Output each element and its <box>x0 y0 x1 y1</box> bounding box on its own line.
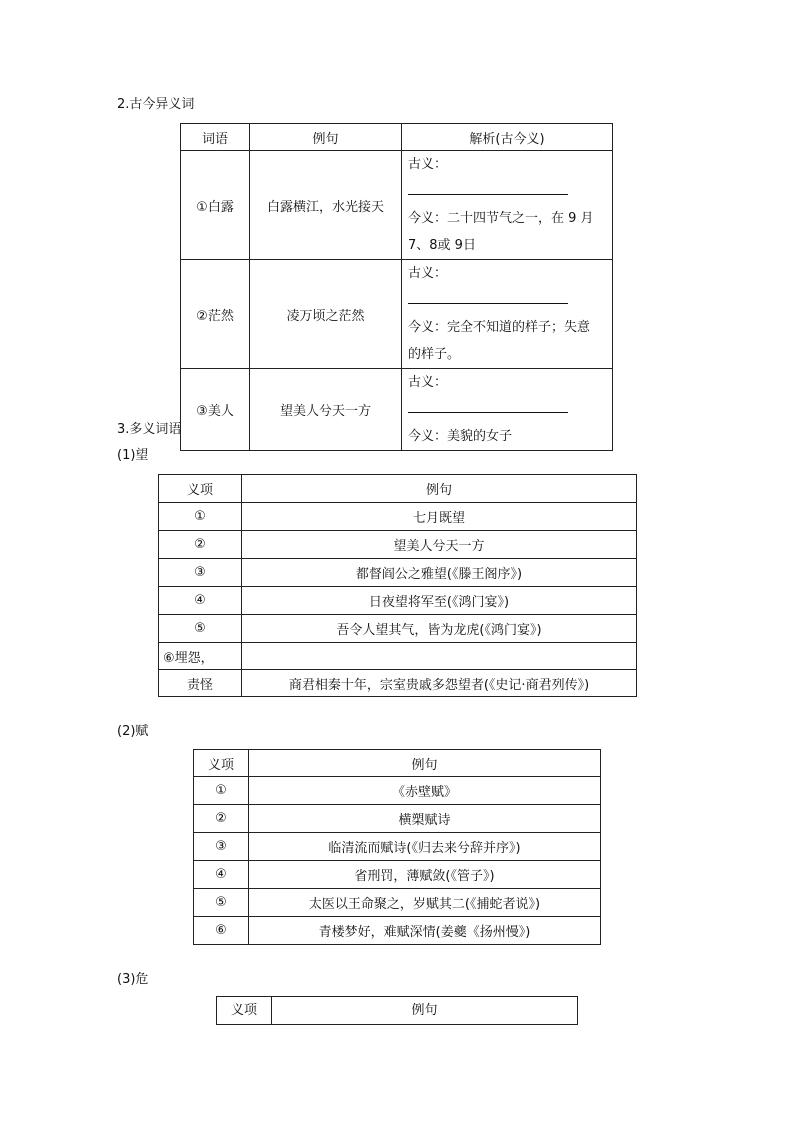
example-cell: 横槊赋诗 <box>249 805 601 833</box>
table-row <box>159 503 637 531</box>
word-cell: ①白露 <box>181 151 250 260</box>
analysis-cell <box>402 151 613 260</box>
example-cell: 临清流而赋诗(《归去来兮辞并序》) <box>249 833 601 861</box>
table-row <box>181 151 613 260</box>
example-cell: 《赤壁赋》 <box>249 777 601 805</box>
table-row <box>159 587 637 615</box>
sub3-title: (3)危 <box>117 972 149 987</box>
table-row <box>194 777 601 805</box>
table-row <box>194 861 601 889</box>
table-row <box>194 889 601 917</box>
header-word: 词语 <box>181 124 250 151</box>
jin-line: 今义：二十四节气之一，在 9 月 <box>408 211 594 226</box>
table-gujin <box>180 123 613 451</box>
section3-title: 3.多义词语 <box>117 422 182 437</box>
jin-line: 7、8或 9日 <box>408 238 476 253</box>
header-item: 义项 <box>194 750 249 777</box>
table-row <box>181 260 613 369</box>
header-analysis: 解析(古今义) <box>402 124 613 151</box>
table-row <box>159 670 637 697</box>
header-example: 例句 <box>249 750 601 777</box>
item-cell: ⑤ <box>194 889 249 917</box>
example-cell: 白露横江，水光接天 <box>250 151 402 260</box>
table-row <box>159 531 637 559</box>
word-cell: ②茫然 <box>181 260 250 369</box>
item-cell: ③ <box>159 559 242 587</box>
example-cell: 望美人兮天一方 <box>242 531 637 559</box>
table-row <box>159 615 637 643</box>
gu-label: 古义： <box>408 375 448 390</box>
jin-line: 的样子。 <box>408 347 461 362</box>
example-cell: 望美人兮天一方 <box>250 369 402 451</box>
table-header-row <box>217 997 578 1025</box>
analysis-cell <box>402 369 613 451</box>
item-cell: ④ <box>194 861 249 889</box>
table-row <box>194 917 601 945</box>
example-cell: 省刑罚，薄赋敛(《管子》) <box>249 861 601 889</box>
item-cell: ① <box>194 777 249 805</box>
header-example: 例句 <box>250 124 402 151</box>
jin-line: 今义：美貌的女子 <box>408 429 513 444</box>
example-cell: 凌万顷之茫然 <box>250 260 402 369</box>
item-cell: ⑥ <box>194 917 249 945</box>
table-fu <box>193 749 601 945</box>
table-wang <box>158 474 637 697</box>
answer-blank[interactable] <box>408 194 568 195</box>
example-cell: 青楼梦好，难赋深情(姜夔《扬州慢》) <box>249 917 601 945</box>
table-row <box>181 369 613 451</box>
table-row <box>159 643 637 670</box>
example-cell: 商君相秦十年，宗室贵戚多怨望者(《史记·商君列传》) <box>242 670 637 697</box>
table-row <box>194 805 601 833</box>
header-item: 义项 <box>217 997 272 1025</box>
section2-title: 2.古今异义词 <box>117 97 195 112</box>
jin-line: 今义：完全不知道的样子；失意 <box>408 320 591 335</box>
item-cell: ① <box>159 503 242 531</box>
answer-blank[interactable] <box>408 303 568 304</box>
table-header-row <box>194 750 601 777</box>
item-cell: 责怪 <box>159 670 242 697</box>
header-example: 例句 <box>242 475 637 503</box>
item-cell: ② <box>194 805 249 833</box>
item-cell: ③ <box>194 833 249 861</box>
sub2-title: (2)赋 <box>117 724 149 739</box>
header-item: 义项 <box>159 475 242 503</box>
item-cell: ② <box>159 531 242 559</box>
example-cell: 七月既望 <box>242 503 637 531</box>
example-cell: 太医以王命聚之，岁赋其二(《捕蛇者说》) <box>249 889 601 917</box>
header-example: 例句 <box>272 997 578 1025</box>
sub1-title: (1)望 <box>117 448 149 463</box>
gu-label: 古义： <box>408 157 448 172</box>
item-cell: ⑥埋怨， <box>159 643 242 670</box>
table-row <box>194 833 601 861</box>
example-cell: 日夜望将军至(《鸿门宴》) <box>242 587 637 615</box>
answer-blank[interactable] <box>408 412 568 413</box>
analysis-cell <box>402 260 613 369</box>
table-row <box>159 559 637 587</box>
table-header-row <box>159 475 637 503</box>
gu-label: 古义： <box>408 266 448 281</box>
example-cell <box>242 643 637 670</box>
item-cell: ④ <box>159 587 242 615</box>
word-cell: ③美人 <box>181 369 250 451</box>
table-header-row <box>181 124 613 151</box>
item-cell: ⑤ <box>159 615 242 643</box>
table-wei <box>216 996 578 1025</box>
example-cell: 都督阎公之雅望(《滕王阁序》) <box>242 559 637 587</box>
example-cell: 吾令人望其气，皆为龙虎(《鸿门宴》) <box>242 615 637 643</box>
